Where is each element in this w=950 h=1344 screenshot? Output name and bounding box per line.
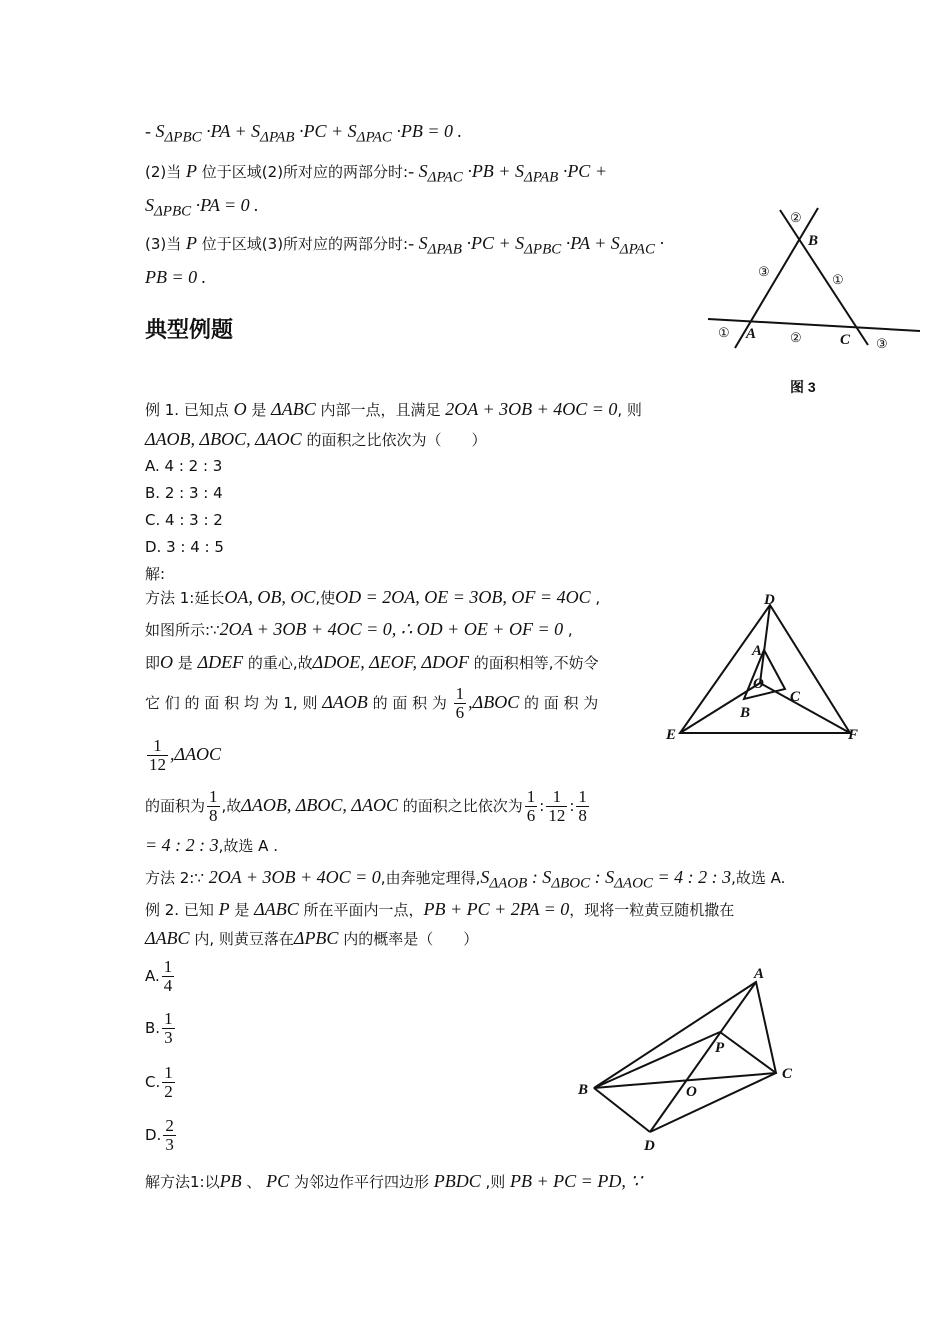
ex1-option-d: D. 3 : 4 : 5 <box>145 538 224 556</box>
triangle-def <box>680 605 850 733</box>
fig3-label-c: C <box>840 332 851 348</box>
ex2-option-c: C. $\frac{1}{2}$ <box>145 1063 173 1101</box>
ex1-solution-label: 解: <box>145 565 166 583</box>
ex2-question-line-1: 例 2. 已知 P 是 ΔABC 所在平面内一点，PB + PC + 2PA = 0，现将一粒黄豆随机撒在 <box>145 899 735 919</box>
segment-bd <box>594 1088 650 1132</box>
fig3-region-3-right: ③ <box>876 336 888 351</box>
ratio-frac-1: $\frac{1}{6}$ <box>526 787 536 825</box>
label-c: C <box>790 689 801 705</box>
ex2-option-a: A. $\frac{1}{4}$ <box>145 957 173 995</box>
ex1-method1-line-6: 的面积为 $\frac{1}{8}$ ,故ΔAOB, ΔBOC, ΔAOC 的面积之比依次为 $\frac{1}{6}$ : $\frac{1}{12}$ : $\frac{1}{8}$ <box>145 787 587 825</box>
fig3-caption: 图 3 <box>790 379 816 395</box>
ratio-frac-3: $\frac{1}{8}$ <box>578 787 587 825</box>
label-d: D <box>764 592 775 608</box>
label-f: F <box>848 727 859 743</box>
label-e: E <box>666 727 677 743</box>
figure-3 <box>700 200 930 400</box>
fig3-label-b: B <box>808 233 819 249</box>
text-line-4: (3)当 P 位于区域(3)所对应的两部分时:- $S_{\Delta PAB} \cdot PC + S_{\Delta PBC} \cdot PA + S_{\Delta PAC}$ · <box>145 233 664 258</box>
ex1-question-line-1: 例 1. 已知点 O 是 ΔABC 内部一点，且满足 2OA + 3OB + 4OC = 0, 则 <box>145 399 642 419</box>
ex2-solution-line: 解方法1:以PB 、 PC 为邻边作平行四边形 PBDC ,则 PB + PC = PD, ∵ <box>145 1171 642 1191</box>
ex1-method1-line-4: 它 们 的 面 积 均 为 1, 则 ΔAOB 的 面 积 为 $\frac{1}{6}$ ,ΔBOC 的 面 积 为 <box>145 684 599 722</box>
fig3-region-2-top: ② <box>790 210 802 225</box>
triangle-abc-2 <box>594 982 776 1088</box>
figure-pbc <box>570 960 810 1155</box>
ex1-option-a: A. 4 : 2 : 3 <box>145 457 223 475</box>
ex2-question-line-2: ΔABC 内, 则黄豆落在ΔPBC 内的概率是（ ） <box>145 928 479 948</box>
fig3-region-1-right: ① <box>832 272 844 287</box>
label-c2: C <box>782 1066 793 1082</box>
ex1-method1-line-3: 即O 是 ΔDEF 的重心,故ΔDOE, ΔEOF, ΔDOF 的面积相等,不妨令 <box>145 652 599 672</box>
fig3-region-2-bottom: ② <box>790 330 802 345</box>
label-o: O <box>753 676 764 692</box>
ex1-method1-line-7: = 4 : 2 : 3,故选 A . <box>145 835 278 855</box>
fraction-1-12: $\frac{1}{12}$ <box>149 736 166 774</box>
formula-line-5: PB = 0 . <box>145 267 207 287</box>
fig3-region-1-left: ① <box>718 325 730 340</box>
label-p: P <box>715 1040 725 1056</box>
ratio-frac-2: $\frac{1}{12}$ <box>548 787 566 825</box>
ex2-option-b: B. $\frac{1}{3}$ <box>145 1009 173 1047</box>
fig3-line-ac <box>708 319 920 331</box>
fig3-region-3-left: ③ <box>758 264 770 279</box>
ex1-method1-line-5: $\frac{1}{12}$ ,ΔAOC <box>149 736 222 774</box>
ex1-option-b: B. 2 : 3 : 4 <box>145 484 223 502</box>
label-a2: A <box>754 966 765 982</box>
section-heading: 典型例题 <box>145 318 234 343</box>
ex1-method2-line: 方法 2:∵ 2OA + 3OB + 4OC = 0,由奔驰定理得$,S_{\Delta AOB}$ : $S_{\Delta BOC}$ : $S_{\Delta AOC} = 4$ : 2 : 3,故选 A. <box>145 867 786 892</box>
ex1-method1-line-2: 如图所示:∵2OA + 3OB + 4OC = 0, ∴ OD + OE + OF = 0 , <box>145 619 573 639</box>
fraction-1-8: $\frac{1}{8}$ <box>209 787 218 825</box>
segment-fo <box>760 683 850 733</box>
fig3-label-a: A <box>746 326 757 342</box>
ex1-question-line-2: ΔAOB, ΔBOC, ΔAOC 的面积之比依次为（ ） <box>145 429 487 449</box>
triangle-abc <box>744 650 785 699</box>
label-b2: B <box>578 1082 589 1098</box>
label-b: B <box>740 705 751 721</box>
ex1-method1-line-1: 方法 1:延长OA, OB, OC,使OD = 2OA, OE = 3OB, OF = 4OC , <box>145 587 601 607</box>
formula-line-1: - $S_{\Delta PBC} \cdot PA + S_{\Delta PAB} \cdot PC + S_{\Delta PAC} \cdot PB = 0$ . <box>145 121 462 146</box>
formula-line-3: $S_{\Delta PBC} \cdot PA = 0$ . <box>145 195 259 220</box>
label-d2: D <box>644 1138 655 1154</box>
text-line-2: (2)当 P 位于区域(2)所对应的两部分时:- $S_{\Delta PAC} \cdot PB + S_{\Delta PAB} \cdot PC$ + <box>145 161 607 186</box>
fraction-1-6: $\frac{1}{6}$ <box>455 684 465 722</box>
label-a: A <box>752 643 763 659</box>
label-o2: O <box>686 1084 697 1100</box>
ex2-option-d: D. $\frac{2}{3}$ <box>145 1116 174 1154</box>
ex1-option-c: C. 4 : 3 : 2 <box>145 511 223 529</box>
figure-def-triangle <box>660 585 870 750</box>
